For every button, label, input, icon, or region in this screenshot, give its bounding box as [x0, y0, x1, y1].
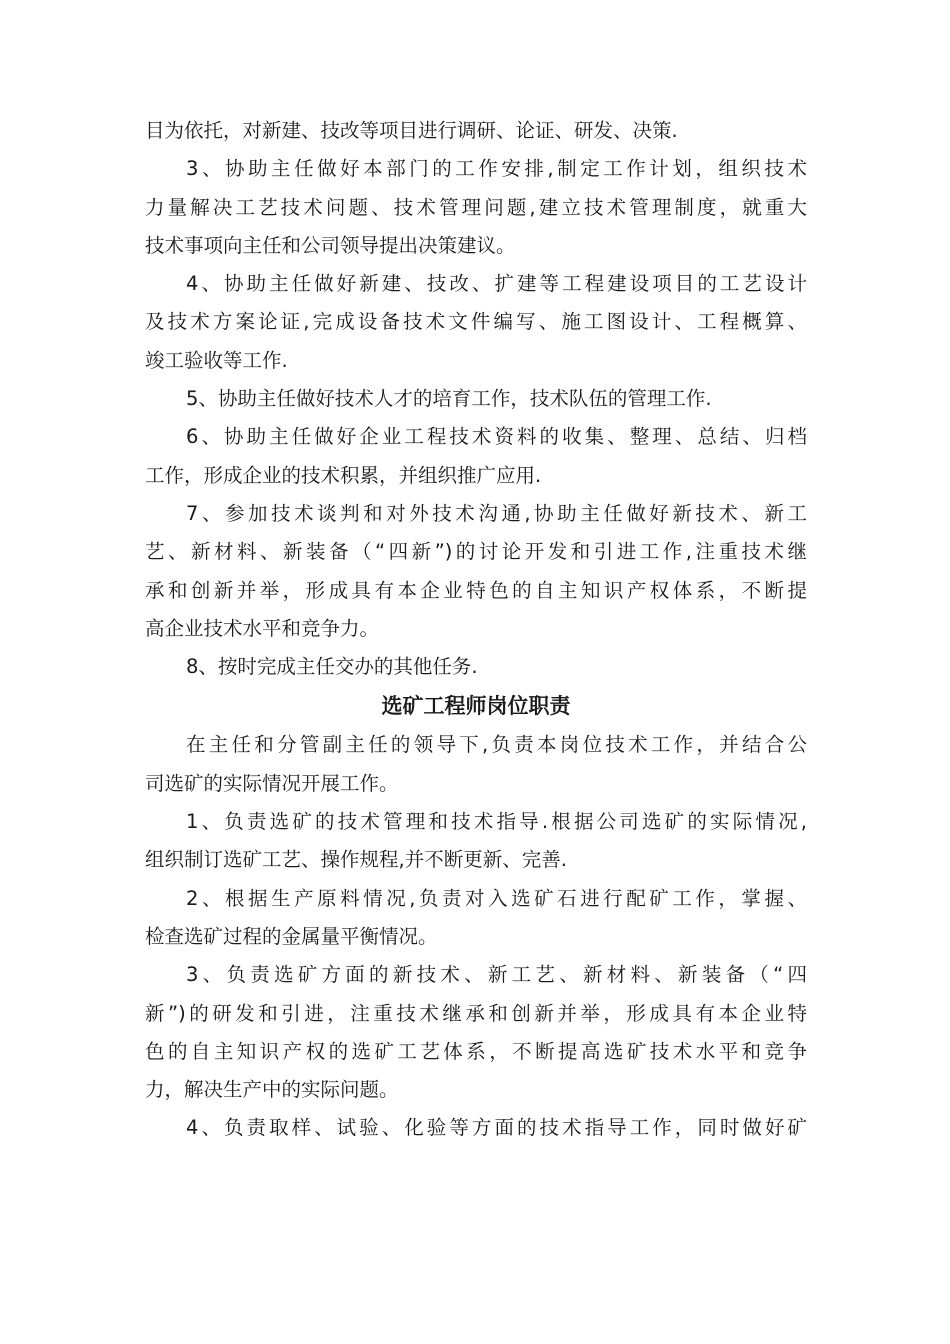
- paragraph-line: 力量解决工艺技术问题、技术管理问题,建立技术管理制度，就重大: [145, 195, 807, 219]
- paragraph-line: 承和创新并举，形成具有本企业特色的自主知识产权体系，不断提: [145, 578, 807, 602]
- paragraph-line: 色的自主知识产权的选矿工艺体系，不断提高选矿技术水平和竞争: [145, 1039, 807, 1063]
- paragraph-line: 高企业技术水平和竞争力。: [145, 616, 380, 640]
- paragraph-line: 2、根据生产原料情况,负责对入选矿石进行配矿工作，掌握、: [186, 886, 807, 910]
- paragraph-line: 3、负责选矿方面的新技术、新工艺、新材料、新装备（“四: [186, 963, 807, 987]
- paragraph-line: 工作，形成企业的技术积累，并组织推广应用.: [145, 463, 542, 487]
- paragraph-line: 及技术方案论证,完成设备技术文件编写、施工图设计、工程概算、: [145, 310, 807, 334]
- paragraph-line: 技术事项向主任和公司领导提出决策建议。: [145, 233, 516, 257]
- section-title: 选矿工程师岗位职责: [381, 694, 571, 719]
- paragraph-line: 力，解决生产中的实际问题。: [145, 1078, 399, 1102]
- paragraph-line: 在主任和分管副主任的领导下,负责本岗位技术工作，并结合公: [186, 733, 807, 757]
- paragraph-line: 8、按时完成主任交办的其他任务.: [186, 655, 478, 679]
- paragraph-line: 1、负责选矿的技术管理和技术指导.根据公司选矿的实际情况,: [186, 810, 807, 834]
- paragraph-line: 检查选矿过程的金属量平衡情况。: [145, 924, 438, 948]
- paragraph-line: 6、协助主任做好企业工程技术资料的收集、整理、总结、归档: [186, 425, 807, 449]
- paragraph-line: 组织制订选矿工艺、操作规程,并不断更新、完善.: [145, 848, 567, 872]
- paragraph-line: 7、参加技术谈判和对外技术沟通,协助主任做好新技术、新工: [186, 501, 807, 525]
- paragraph-line: 4、协助主任做好新建、技改、扩建等工程建设项目的工艺设计: [186, 272, 807, 296]
- paragraph-line: 3、协助主任做好本部门的工作安排,制定工作计划，组织技术: [186, 157, 807, 181]
- paragraph-line: 司选矿的实际情况开展工作。: [145, 771, 399, 795]
- paragraph-line: 新”)的研发和引进，注重技术继承和创新并举，形成具有本企业特: [145, 1001, 807, 1025]
- paragraph-line: 目为依托，对新建、技改等项目进行调研、论证、研发、决策.: [145, 119, 678, 142]
- paragraph-line: 竣工验收等工作.: [145, 348, 288, 372]
- document-body: [145, 112, 807, 1148]
- paragraph-line: 5、协助主任做好技术人才的培育工作，技术队伍的管理工作.: [186, 387, 712, 411]
- paragraph-line: 艺、新材料、新装备（“四新”)的讨论开发和引进工作,注重技术继: [145, 540, 807, 564]
- paragraph-line: 4、负责取样、试验、化验等方面的技术指导工作，同时做好矿: [186, 1116, 807, 1140]
